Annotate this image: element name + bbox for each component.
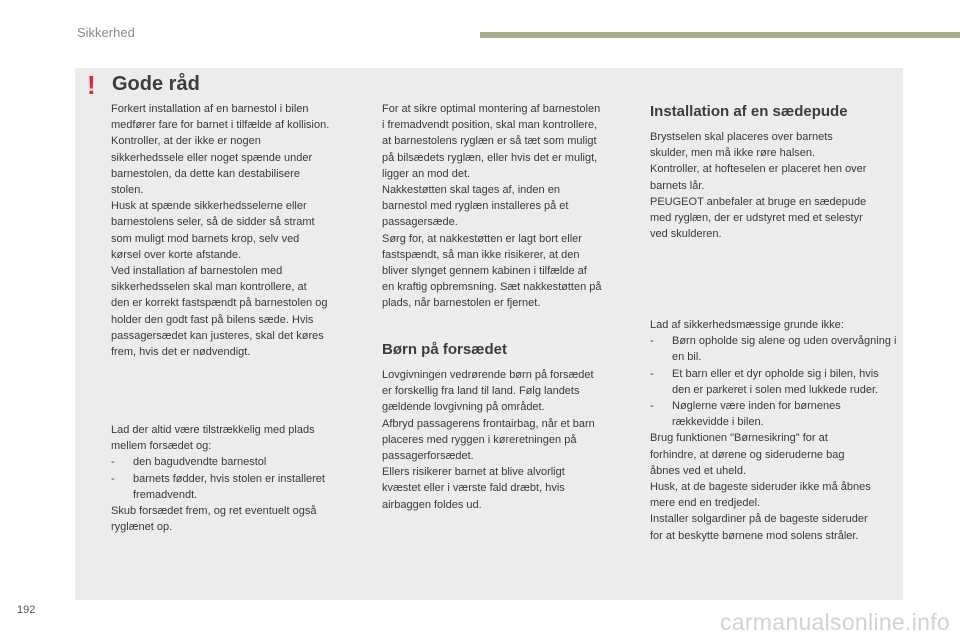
bullet-item: - Nøglerne være inden for børnenes rækkevidde i bilen. <box>650 400 841 429</box>
heading-children-front-seat: Børn på forsædet <box>382 341 508 358</box>
text-line: fastspændt, så man ikke risikerer, at den <box>382 248 580 261</box>
text-line: barnestolens seler, så de sidder så stramt <box>111 216 315 229</box>
text-line: barnestol med ryglæn installeres på et <box>382 200 569 213</box>
col3-bullets <box>650 333 900 430</box>
text-line: Kontroller, at der ikke er nogen <box>111 135 261 148</box>
text-line: gældende lovgivning på området. <box>382 401 545 414</box>
text-line: passagersæde. <box>382 216 458 229</box>
text-line: er forskellig fra land til land. Følg landets <box>382 385 580 398</box>
text-line: ligger an mod det. <box>382 167 471 180</box>
text-line: airbaggen foldes ud. <box>382 498 482 511</box>
text-line: Kontroller, at hofteselen er placeret hen over <box>650 163 867 176</box>
watermark: carmanualsonline.info <box>719 609 950 635</box>
header-accent-bar <box>480 32 960 38</box>
text-line: holder den godt fast på bilens sæde. Hvis <box>111 313 314 326</box>
text-line: For at sikre optimal montering af barnestolen <box>382 103 601 115</box>
text-line: åbnes ved et uheld. <box>650 464 747 477</box>
warning-icon: ! <box>87 70 96 100</box>
text-line: plads, når barnestolen er fjernet. <box>382 297 541 310</box>
text-line: barnestolen, da dette kan destabilisere <box>111 167 300 180</box>
col3-para2 <box>650 317 900 544</box>
box-title: Gode råd <box>112 73 200 95</box>
text-line: passagerforsædet. <box>382 450 474 463</box>
text-line: sikkerhedsselen skal man kontrollere, at <box>111 281 307 294</box>
col1-para2 <box>111 422 371 535</box>
bullet-item: - barnets fødder, hvis stolen er installeret fremadvendt. <box>111 472 325 501</box>
text-line: frem, hvis det er nødvendigt. <box>111 346 251 359</box>
text-line: forhindre, at dørene og sideruderne bag <box>650 448 845 461</box>
col1-para2-intro <box>111 422 371 454</box>
text-line: den er korrekt fastspændt på barnestolen og <box>111 297 328 310</box>
text-line: Lad der altid være tilstrækkelig med plads <box>111 424 315 436</box>
text-line: bliver slynget gennem kabinen i tilfælde af <box>382 265 587 278</box>
text-line: medfører fare for barnet i tilfælde af kollision. <box>111 119 330 132</box>
text-line: Ellers risikerer barnet at blive alvorligt <box>382 466 565 479</box>
text-line: Husk, at de bageste sideruder ikke må åbnes <box>650 481 871 494</box>
col1-bullets <box>111 454 371 503</box>
text-line: mellem forsædet og: <box>111 440 212 453</box>
text-line: PEUGEOT anbefaler at bruge en sædepude <box>650 195 867 208</box>
text-line: Husk at spænde sikkerhedsselerne eller <box>111 200 307 213</box>
text-line: Ved installation af barnestolen med <box>111 265 283 278</box>
text-line: Forkert installation af en barnestol i bilen <box>111 103 309 115</box>
text-line: Skub forsædet frem, og ret eventuelt også <box>111 505 317 518</box>
text-line: skulder, men må ikke røre halsen. <box>650 147 816 160</box>
col3-para2-intro <box>650 317 900 333</box>
text-line: stolen. <box>111 184 144 197</box>
text-line: passagersædet kan justeres, skal det køres <box>111 329 324 342</box>
text-line: kvæstet eller i værste fald dræbt, hvis <box>382 482 565 495</box>
text-line: ryglænet op. <box>111 521 173 534</box>
bullet-item: - Et barn eller et dyr opholde sig i bilen, hvis den er parkeret i solen med lukkede ruder. <box>650 367 879 396</box>
col1-para1 <box>111 101 371 360</box>
text-line: ved skulderen. <box>650 228 722 241</box>
text-line: i fremadvendt position, skal man kontrollere, <box>382 119 598 132</box>
text-line: for at beskytte børnene mod solens stråler. <box>650 529 859 542</box>
text-line: som muligt mod barnets krop, selv ved <box>111 232 300 245</box>
text-line: på bilsædets ryglæn, eller hvis det er muligt, <box>382 151 598 164</box>
text-line: en kraftig opbremsning. Sæt nakkestøtten på <box>382 281 602 294</box>
text-line: mere end en tredjedel. <box>650 497 761 510</box>
section-title: Sikkerhed <box>77 25 135 40</box>
text-line: at barnestolens ryglæn er så tæt som muligt <box>382 135 597 148</box>
col1-para2-outro <box>111 503 371 535</box>
bullet-item: - den bagudvendte barnestol <box>111 456 267 469</box>
page-number: 192 <box>17 604 36 616</box>
col3-para1 <box>650 129 900 242</box>
text-line: Installer solgardiner på de bageste sideruder <box>650 513 868 526</box>
text-line: kørsel over korte afstande. <box>111 248 242 261</box>
text-line: med ryglæn, der er udstyret med et selestyr <box>650 212 863 225</box>
text-line: Brystselen skal placeres over barnets <box>650 131 833 143</box>
bullet-item: - Børn opholde sig alene og uden overvågning i en bil. <box>650 335 897 364</box>
text-line: placeres med ryggen i køreretningen på <box>382 433 577 446</box>
text-line: Nakkestøtten skal tages af, inden en <box>382 184 560 197</box>
text-line: barnets lår. <box>650 179 705 192</box>
col2-para1 <box>382 101 644 312</box>
text-line: Lovgivningen vedrørende børn på forsædet <box>382 369 594 381</box>
col2-para2 <box>382 367 644 513</box>
col3-para2-outro <box>650 430 900 543</box>
text-line: sikkerhedssele eller noget spænde under <box>111 151 313 164</box>
heading-booster-seat: Installation af en sædepude <box>650 103 848 120</box>
text-line: Lad af sikkerhedsmæssige grunde ikke: <box>650 319 844 331</box>
text-line: Brug funktionen "Børnesikring" for at <box>650 432 828 445</box>
text-line: Afbryd passagerens frontairbag, når et barn <box>382 417 595 430</box>
text-line: Sørg for, at nakkestøtten er lagt bort eller <box>382 232 582 245</box>
